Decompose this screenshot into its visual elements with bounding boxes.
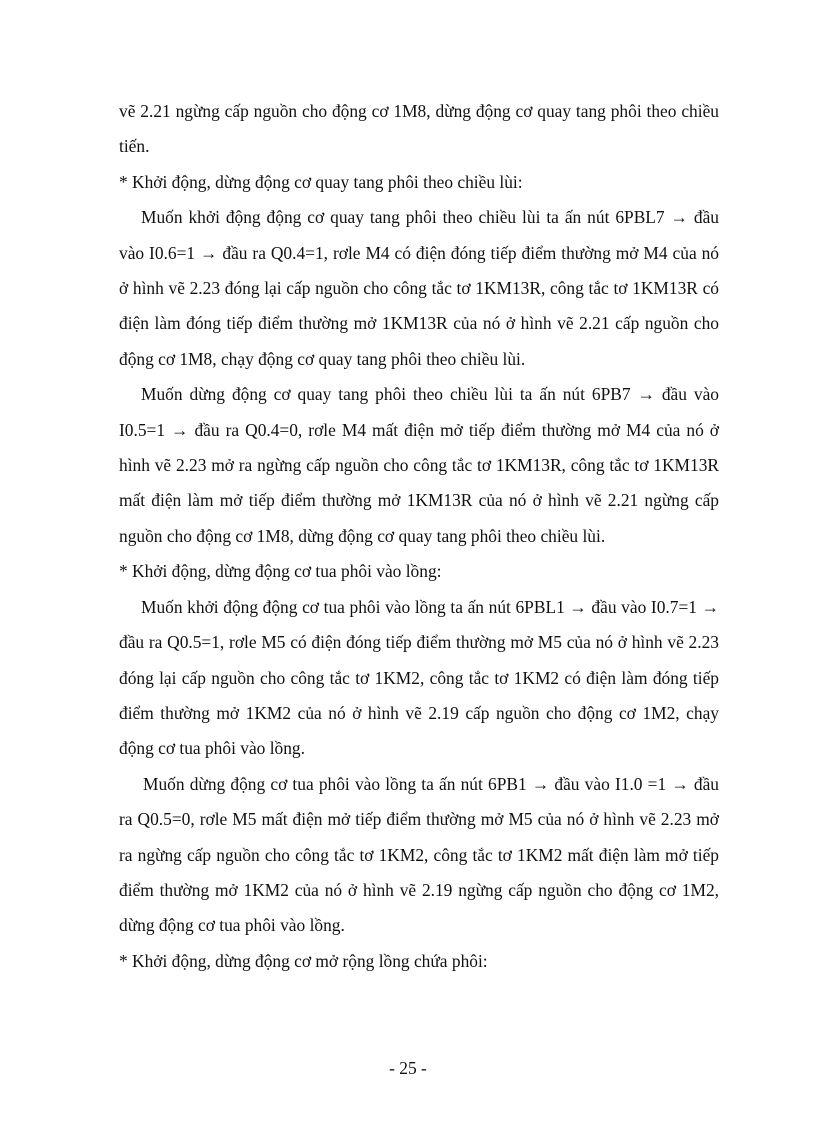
section-heading-reverse-rotation: * Khởi động, dừng động cơ quay tang phôi theo chiều lùi: [119,171,523,192]
document-body [119,94,719,979]
paragraph-start-feed: Muốn khởi động động cơ tua phôi vào lồng ta ấn nút 6PBL1 → đầu vào I0.7=1 → đầu ra Q0.5=1, rơle M5 có điện đóng tiếp điểm thường mở M5 của nó ở hình vẽ 2.23 đóng lại cấp nguồn cho công tắc tơ 1KM2, công tắc tơ 1KM2 có điện làm đóng tiếp điểm thường mở 1KM2 của nó ở hình vẽ 2.19 cấp nguồn cho động cơ 1M2, chạy động cơ tua phôi vào lồng. [119,596,719,759]
section-heading-feed-into-cage: * Khởi động, dừng động cơ tua phôi vào lồng: [119,561,442,582]
paragraph-start-reverse: Muốn khởi động động cơ quay tang phôi theo chiều lùi ta ấn nút 6PBL7 → đầu vào I0.6=1 → đầu ra Q0.4=1, rơle M4 có điện đóng tiếp điểm thường mở M4 của nó ở hình vẽ 2.23 đóng lại cấp nguồn cho công tắc tơ 1KM13R, công tắc tơ 1KM13R có điện làm đóng tiếp điểm thường mở 1KM13R của nó ở hình vẽ 2.21 cấp nguồn cho động cơ 1M8, chạy động cơ quay tang phôi theo chiều lùi. [119,207,719,369]
section-heading-expand-cage: * Khởi động, dừng động cơ mở rộng lồng chứa phôi: [119,950,488,971]
paragraph-continuation: vẽ 2.21 ngừng cấp nguồn cho động cơ 1M8, dừng động cơ quay tang phôi theo chiều tiến. [119,101,719,157]
paragraph-stop-feed: Muốn dừng động cơ tua phôi vào lồng ta ấn nút 6PB1 → đầu vào I1.0 =1 → đầu ra Q0.5=0, rơle M5 mất điện mở tiếp điểm thường mở M5 của nó ở hình vẽ 2.23 mở ra ngừng cấp nguồn cho công tắc tơ 1KM2, công tắc tơ 1KM2 mất điện làm mở tiếp điểm thường mở 1KM2 của nó ở hình vẽ 2.19 ngừng cấp nguồn cho động cơ 1M2, dừng động cơ tua phôi vào lồng. [119,773,719,936]
page-number: - 25 - [389,1058,427,1078]
paragraph-stop-reverse: Muốn dừng động cơ quay tang phôi theo chiều lùi ta ấn nút 6PB7 → đầu vào I0.5=1 → đầu ra Q0.4=0, rơle M4 mất điện mở tiếp điểm thường mở M4 của nó ở hình vẽ 2.23 mở ra ngừng cấp nguồn cho công tắc tơ 1KM13R, công tắc tơ 1KM13R mất điện làm mở tiếp điểm thường mở 1KM13R của nó ở hình vẽ 2.21 ngừng cấp nguồn cho động cơ 1M8, dừng động cơ quay tang phôi theo chiều lùi. [119,384,719,546]
